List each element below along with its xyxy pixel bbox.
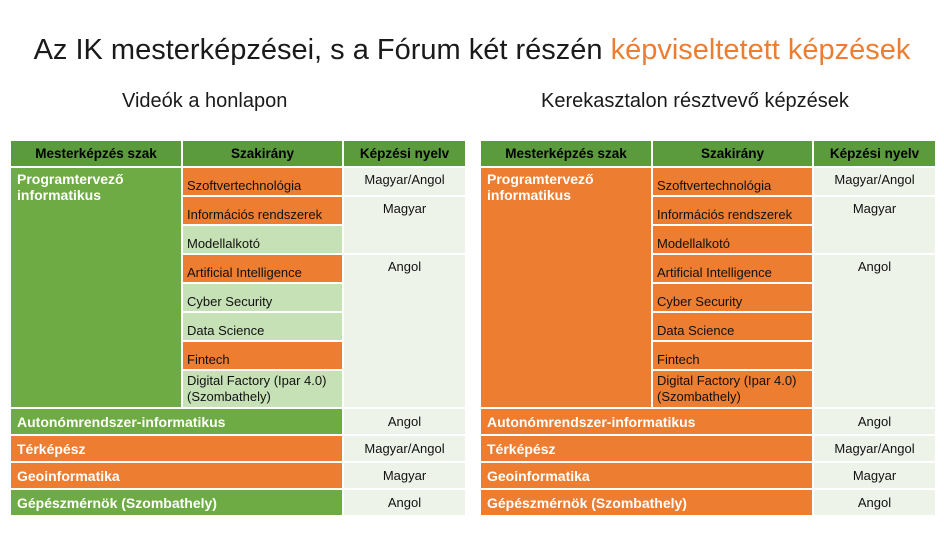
spec-row: Modellalkotó: [652, 225, 813, 254]
major-row: Autonómrendszer-informatikus: [10, 408, 343, 435]
header-spec: Szakirány: [652, 140, 813, 167]
lang-cell: Magyar: [343, 196, 466, 254]
spec-row: Szoftvertechnológia: [652, 167, 813, 196]
spec-row: Fintech: [182, 341, 343, 370]
lang-cell: Angol: [813, 408, 936, 435]
left-subtitle: Videók a honlapon: [122, 90, 288, 112]
header-major: Mesterképzés szak: [480, 140, 652, 167]
header-lang: Képzési nyelv: [343, 140, 466, 167]
spec-row: Data Science: [182, 312, 343, 341]
slide-title: [0, 34, 944, 67]
lang-cell: Angol: [813, 254, 936, 408]
spec-row: Szoftvertechnológia: [182, 167, 343, 196]
spec-row: Fintech: [652, 341, 813, 370]
right-table: [479, 139, 937, 517]
major-row: Gépészmérnök (Szombathely): [10, 489, 343, 516]
spec-row: Modellalkotó: [182, 225, 343, 254]
lang-cell: Magyar: [813, 196, 936, 254]
right-subtitle: Kerekasztalon résztvevő képzések: [541, 90, 849, 112]
lang-cell: Angol: [343, 408, 466, 435]
lang-cell: Magyar: [813, 462, 936, 489]
major-programtervezo: Programtervező informatikus: [480, 167, 652, 408]
major-programtervezo: Programtervező informatikus: [10, 167, 182, 408]
lang-cell: Magyar/Angol: [813, 167, 936, 196]
lang-cell: Angol: [343, 254, 466, 408]
major-row: Geoinformatika: [480, 462, 813, 489]
major-row: Térképész: [480, 435, 813, 462]
spec-row: Cyber Security: [182, 283, 343, 312]
left-table: [9, 139, 467, 517]
spec-row: Információs rendszerek: [652, 196, 813, 225]
lang-cell: Magyar/Angol: [343, 435, 466, 462]
header-spec: Szakirány: [182, 140, 343, 167]
lang-cell: Angol: [813, 489, 936, 516]
lang-cell: Angol: [343, 489, 466, 516]
header-major: Mesterképzés szak: [10, 140, 182, 167]
spec-row: Artificial Intelligence: [652, 254, 813, 283]
spec-row: Cyber Security: [652, 283, 813, 312]
spec-row: Data Science: [652, 312, 813, 341]
title-main: Az IK mesterképzései, s a Fórum két részén: [33, 34, 603, 66]
lang-cell: Magyar/Angol: [813, 435, 936, 462]
spec-row: Információs rendszerek: [182, 196, 343, 225]
spec-row: Digital Factory (Ipar 4.0) (Szombathely): [652, 370, 813, 408]
spec-row: Artificial Intelligence: [182, 254, 343, 283]
lang-cell: Magyar: [343, 462, 466, 489]
title-highlight: képviseltetett képzések: [610, 34, 911, 66]
spec-row: Digital Factory (Ipar 4.0) (Szombathely): [182, 370, 343, 408]
major-row: Gépészmérnök (Szombathely): [480, 489, 813, 516]
major-row: Geoinformatika: [10, 462, 343, 489]
major-row: Autonómrendszer-informatikus: [480, 408, 813, 435]
lang-cell: Magyar/Angol: [343, 167, 466, 196]
header-lang: Képzési nyelv: [813, 140, 936, 167]
major-row: Térképész: [10, 435, 343, 462]
